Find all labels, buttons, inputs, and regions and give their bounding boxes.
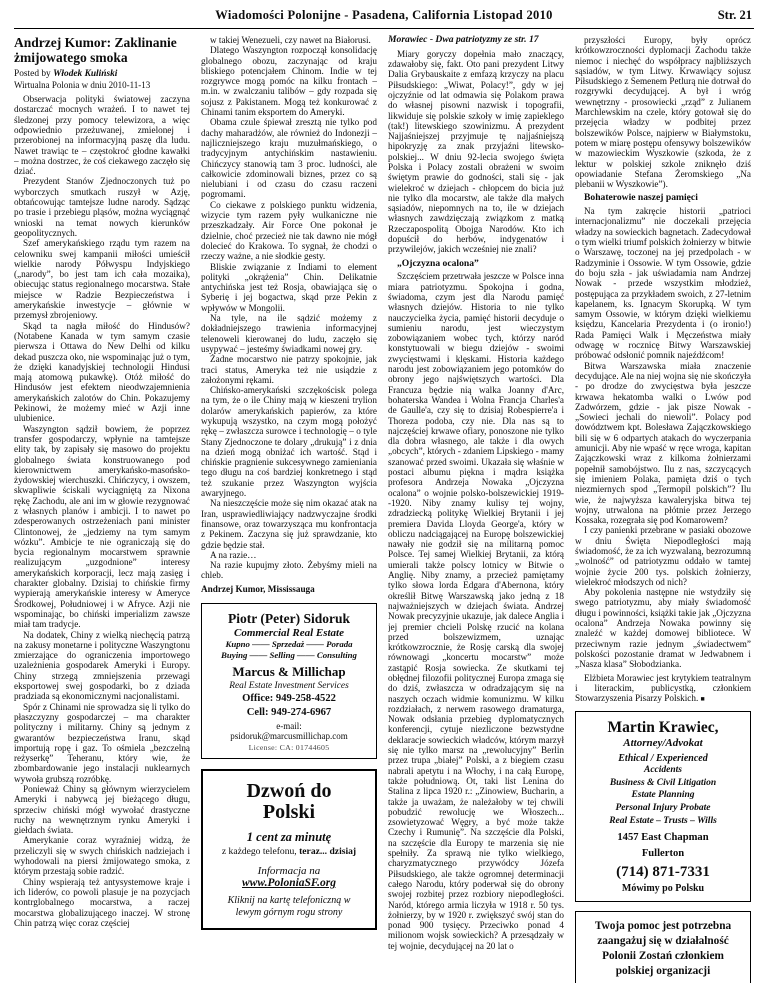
ad-dzwon-now: teraz... dzisiaj — [299, 845, 357, 857]
article-body-col3-intro — [388, 49, 564, 255]
posted-by-label: Posted by — [14, 68, 54, 79]
paragraph: Chiny wspierają też antysystemowe kraje i ich liderów, co powoli plasuje je na pozycjach kontrglobalnego mocarstwa, a raczej mocarstwa globalizującego inaczej. W stronę Chin patrzą więc coraz częściej — [14, 876, 190, 928]
ad-dzwon-click-note: Kliknij na kartę telefoniczną w lewym górnym rogu strony — [227, 894, 351, 919]
subhead-ojczyzna-ocalona: „Ojczyzna ocalona” — [397, 257, 479, 269]
paragraph: Dlatego Waszyngton rozpoczął konsolidację globalnego obozu, zaczynając od kraju bliskiego potencjałem Chinom. Indie w tej rozgrywce mogą pomóc na kilku frontach – m.in. w zwalczaniu talibów – gdy rozpada się sojusz z Pakistanem. Mogą też konkurować z Chinami tanim eksportem do Ameryki. — [201, 45, 377, 118]
ad-martin-krawiec — [575, 711, 751, 902]
paragraph: Bliskie związanie z Indiami to element polityki „okrążenia” Chin. Delikatnie antychińska jest też Rosja, obawiająca się o Syberię i jej bogactwa, skąd prze Pekin z wpływów w Mongolii. — [201, 261, 377, 313]
ad-dzwon-rate: 1 cent za minutę — [246, 829, 332, 844]
ad-dzwon-title-line2: Polski — [262, 800, 316, 823]
paragraph: Miary goryczy dopełnia mało znaczący, zdawałoby się, fakt. Oto pani prezydent Litwy Dalia Grybauskaite z emfazą krzyczy na placu Piłsudskiego: „Wiwat, Polacy!”, gdy w jej ojczyźnie od lat odmawia się Polakom prawa do własnej pisowni nazwisk i topografii, likwiduje się polskie szkoły w imię zapieklego (tak!) litewskiego szowinizmu. A prezydent Najjaśniejszej przyjmuje tę najjaśniejszą hipokryzję za znak przyjaźni litewsko-polskiej... W dniu 92-lecia swojego święta Polska i Polacy zostali obrażeni w swoim świętym prawie do godności, stali się - jak wielekroć w dziejach - chłopcem do bicia już nie tylko dla mocarstw, ale także dla małych sąsiadów, niepomnych na to, ile w dziejach własnych zawdzięczają związkom z matką Rzeczapospolitą Obojga Narodów. Kto ich dopuścił do herbów, indygenatów i przywilejów, jakich wcześniej nie znali? — [388, 48, 564, 255]
ad-krawiec-address-street: 1457 East Chapman — [617, 831, 709, 843]
subhead-bohaterowie: Bohaterowie naszej pamięci — [584, 192, 698, 204]
paragraph: Na tyle, na ile sądzić możemy z dokładniejszego trawienia informacyjnej telenoweli kierowanej do ludu, zaczęło się usypywać – jesteśmy świadkami nowej gry. — [201, 313, 377, 354]
paragraph: Bitwa Warszawska miała znaczenie decydujące. Ale na niej wojna się nie skończyła - po drodze do zwycięstwa była jeszcze krwawa hekatomba walki o Lwów pod Zadwórzem, gdzie - jak pisze Nowak - „Sowieci jechali do niewoli”. Polacy pod dowództwem kpt. Bolesława Zajączkowskiego bili się w 6 odpartych atakach do wyczerpania amunicji. Aby nie wpaść w ręce wroga, kapitan Zajączkowski wraz z kilkoma żołnierzami popełnił samobójstwo. Ilu z nas, szczycących się imieniem Polaka, pamięta dziś o tych niezmiernych spod „Termopil polskich”? Ilu wie, że najwyższa kawaleryjska bitwa tej wojny, utrwalona na płótnie przez Jerzego Kossaka, rozegrała się pod Komarowem? — [575, 360, 751, 526]
list-item: Accidents — [644, 764, 682, 775]
ad-krawiec-phone: (714) 871-7331 — [616, 863, 710, 880]
ad-sidoruk-buying-line: Buying —— Selling —— Consulting — [221, 650, 357, 661]
paragraph: przyszłości Europy, były oprócz krótkowzroczności dyplomacji Zachodu także niemoc i niechęć do współpracy najbliższych sąsiadów, w tym Litwy. Krwawiący sojusz Piłsudskiego z Semenem Petlurą nie dotrwał do rozgrywki decydującej. A był i wróg wewnętrzny - prosowiecki „rząd” z Julianem Marchlewskim na czele, który gotował się do przejęcia władzy w podbitej przez bolszewików Polsce, najpierw w Białymstoku, potem w miarę postępu ofensywy bolszewików w mazowieckim Wyszkowie (szkoda, że z lektur w polskiej szkole zniknęło dziś opowiadanie Stefana Żeromskiego „Na plebanii w Wyszkowie”). — [575, 35, 751, 190]
paragraph: w takiej Wenezueli, czy nawet na Białorusi. — [210, 35, 371, 45]
article-title: Andrzej Kumor: Zaklinanie żmijowatego smoka — [14, 35, 177, 66]
ad-sidoruk-email-label: e-mail: — [276, 720, 302, 731]
paragraph: Spór z Chinami nie sprowadza się li tylko do płaszczyzny gospodarczej – ma charakter polityczny i militarny. Chiny są jednym z gwarantów bezpieczeństwa Iranu, skąd importują ropę i gaz. To ośmiela „bezczelną reżyserkę” Teheranu, który wie, że zbombardowanie jego instalacji nuklearnych wywoła grubszą rozróbkę. — [14, 701, 190, 784]
ad-sidoruk-services: Real Estate Investment Services — [229, 680, 349, 691]
ad-sidoruk-office-phone: Office: 949-258-4522 — [242, 693, 336, 705]
paragraph: Skąd ta nagła miłość do Hindusów? (Notabene Kanada w tym samym czasie pierwsza i Ottawa do New Delhi od kilku dekad puszcza oko, nie wspominając już o tym, że dzięki kanadyjskiej technologii Hindusi mają atomową pukawkę). Otóż miłość do Hindusów jest efektem nieodwzajemnienia amerykańskich zalotów do Chin. Pokazujemy Pekinowi, że możemy mieć w Azji inne ulubienice. — [14, 320, 190, 424]
ad-sidoruk-email-link[interactable]: psidoruk@marcusmillichap.com — [230, 731, 348, 742]
author-name: Włodek Kuliński — [53, 68, 118, 79]
paragraph: Na razie kupujmy złoto. Żebyśmy mieli na chleb. — [201, 560, 377, 581]
ad-sidoruk-real-estate — [201, 603, 377, 759]
paragraph: Prezydent Stanów Zjednoczonych tuż po wyborczych smutkach ruszył w Azję, obtańcowując tamtejsze ludne narody. Sądząc po trasie i przebiegu pląsów, można wyciągnąć wnioski na temat nowych kierunków geopolitycznych. — [14, 176, 190, 238]
column-2 — [201, 35, 377, 983]
paragraph: Aby pokolenia następne nie wstydziły się swego patriotyzmu, aby miały świadomość długu i powinności, książki takie jak „Ojczyzna ocalona” Andrzeja Nowaka powinny się znaleźć w każdej domowej bibliotece. W przeciwnym razie jednym „świadectwem” polskości pozostanie dramat w Jedwabnem i „Nasza klasa” Słobodzianka. — [575, 587, 751, 670]
list-item: Real Estate – Trusts – Wills — [609, 816, 717, 827]
ad-dzwon-title — [208, 781, 370, 823]
paragraph: Żadne mocarstwo nie patrzy spokojnie, jak traci status, Ameryka też nie usiądzie z założonymi rękami. — [201, 354, 377, 385]
column-3 — [388, 35, 564, 983]
list-item: Personal Injury Probate — [615, 803, 711, 814]
ad-krawiec-polish-note: Mówimy po Polsku — [621, 883, 705, 895]
ad-polonia-appeal: Twoja pomoc jest potrzebna zaangażuj się w działalność Polonii Zostań członkiem polskiej organizacji — [575, 911, 751, 983]
ad-sidoruk-business-line: Commercial Real Estate — [234, 627, 344, 640]
paragraph: Na dodatek, Chiny z wielką niechęcią patrzą na zakusy monetarne i polityczne Waszyngtonu zmierzające do ograniczenia importowego uzależnienia gospodarek Ameryki i Europy. Chiny strzegą zmniejszenia przewagi eksportowej swej gospodarki, bo z dziada pradziada są ekonomicznymi nacjonalistami. — [14, 629, 190, 702]
ad-krawiec-tagline: Ethical / Experienced — [618, 752, 708, 764]
ad-dzwon-from-line — [208, 847, 370, 858]
article-body-col3 — [388, 271, 564, 951]
ad-krawiec-practice-areas — [580, 764, 746, 828]
paragraph: Obama czule śpiewał zresztą nie tylko pod dachy maharadżów, ale również do Indonezji – najliczniejszego kraju muzułmańskiego, o tradycyjnym antychińskim nastawieniu. Chińczycy stanowią tam 3 proc. ludności, ale całkowicie zdominowali biznes, przez co są nielubiani i od czasu do czasu raczeni pogromami. — [201, 117, 377, 200]
ad-dzwon-website-link[interactable]: www.PoloniaSF.org — [242, 876, 336, 889]
paragraph: Szef amerykańskiego rządu tym razem na celowniku swej kampanii miłości umieścił wielkie narody Półwyspu Indyjskiego („narody”, bo jest tam ich cała mozaika), obiecując status regionalnego mocarstwa. Stałe miejsce w Radzie Bezpieczeństwa i amerykańskie inwestycje – głównie w przemysł zbrojeniowy. — [14, 238, 190, 321]
paragraph: Szczęściem przetrwała jeszcze w Polsce inna miara patriotyzmu. Spokojna i godna, świadoma, czym jest dla Narodu pamięć własnych dziejów. Historia to nie tylko nauczycielka życia, pamięć historii decyduje o sumieniu narodu, jest wieczystym zobowiązaniem wobec tych, którzy naród konstytuowali w biegu dziejów - swoimi zwycięstwami i klęskami. Historia każdego narodu jest zobowiązaniem jego potomków do obrony jego najświętszych wartości. Dla Francuza będzie nią walka Joanny d'Arc, bohaterska Wandea i Wolna Francja Charles'a de Gaulle'a, czy się to dzisiaj Robespierre'a i Thoreza podoba, czy nie. Dla nas są to najczęściej krwawe ofiary, ponoszone nie tylko dla dobra własnego, ale także i dla owych „obcych”, których - zdaniem Lipskiego - mamy szanować przed swoimi. Ukazała się właśnie w postaci albumu piękna i mądra książka profesora Andrzeja Nowaka „Ojczyzna ocalona” o wojnie polsko-bolszewickiej 1919--1920. Niby znamy kulisy tej wojny, zdradziecką politykę Wielkiej Brytanii i jej premiera Davida Lloyda George'a, który w obliczu nadciągającej na Europę bolszewickiej nawały nie godził się na militarną pomoc Polsce. Tej samej Wielkiej Brytanii, za którą umierali także polscy lotnicy w Bitwie o Anglię. Niby znamy, a przecież pamiętamy tylko słowa lorda Edgara d'Abernona, który określił Bitwę Warszawską jako jedną z 18 najważniejszych w dziejach świata. Andrzej Nowak precyzyjnie ukazuje, jak dalece Anglia i jej premier chcieli Polskę rzucić na kolana przed bolszewizmem, uznając krótkowzrocznie, że Rosję carską dla swojej równowagi „koncertu mocarstw” może zastąpić Rosja sowiecka. Ze skutkami tej obłędnej filozofii politycznej Europa zmaga się do dziś, zwłaszcza w odradzającym się na naszych oczach widmie komunizmu. W kilku rozdziałach, z nerwem rasowego dramaturga, Nowak odsłania przebieg dyplomatycznych konferencji, cytuje niezliczone bezwstydne deklaracje sowieckich władców, którym marzył się nie tylko marsz na „rewolucyjny” Berlin przez trupa „białej” Polski, a z biegiem czasu nabrali apetytu i na Włochy, i na całą Europę, także południową. Ot, taki list Lenina do Stalina z lipca 1920 r.: „Zinowiew, Bucharin, a także ja uważam, że należałoby w tej chwili pobudzić rewolucję we Włoszech... zsowietyzować Węgry, a być może także Czechy i Rumunię”. Na szczęście dla Polski, na szczęście dla Europy te marzenia się nie spełniły. Za sprawą nie tylko wielkiego, charyzmatycznego przywódcy Józefa Piłsudskiego, ale także ogromnej determinacji całego Narodu, który poderwał się do obrony swojej rozbitej przez rozbiory niepodległości. Naród, którego armia liczyła w 1918 r. 50 tys. żołnierzy, by w 1920 r. zwiększyć swój stan do ponad 900 tysięcy. Przeciwko ponad 4 milionom wojsk sowieckich? A przesądzały w tej wojnie, decydującej na 20 lat o — [388, 271, 564, 951]
paragraph: Waszyngton sądził bowiem, że poprzez transfer gospodarczy, wpłynie na tamtejsze elity tak, by zapisały się masowo do projektu globalnego świata konstruowanego pod kierownictwem amerykańsko-masońsko-żydowskiej wierchuszki. Chińczycy, i owszem, skwapliwie ściskali wyciągniętą za Nixona rękę Zachodu, ale ani im w głowie rezygnować z własnych planów i ambicji. I to nawet po zdesperowanych ostrzeżeniach pani minister Clintonowej, że „jedziemy na tym samym wózku”. Ambicje te nie ograniczają się do bycia regionalnym mocarstwem sprawnie realizującym „uzgodnione” interesy amerykańskich korporacji, lecz mają zasięg i charakter globalny. Dzisiaj to chińskie firmy wypierają amerykańskie interesy w Ameryce Środkowej, Południowej i w Afryce. Azji nie wspominając, bo chiński imperializm zawsze miał tam tradycje. — [14, 423, 190, 630]
paragraph: Obserwacja polityki światowej zaczyna dostarczać mocnych wrażeń. I to nawet tej śledzonej przy pomocy telewizora, a więc odpowiednio przeżuwanej, zmielonej i przerobionej na informacyjną paszę dla ludu. Nawet trawiąc te – częstokroć głodne kawałki – można dostrzec, że coś ciekawego zaczęło się dziać. — [14, 94, 190, 177]
ad-krawiec-address-city: Fullerton — [641, 847, 685, 859]
columns-container — [0, 29, 768, 983]
article-body-col4-top — [575, 35, 751, 189]
author-bio-text: Elżbieta Morawiec jest krytykiem teatralnym i literackim, publicystką, członkiem Stowarzyszenia Pisarzy Polskich. — [575, 672, 751, 704]
list-item: Estate Planning — [631, 790, 695, 801]
ad-sidoruk-kupno-line: Kupno —— Sprzedaż —— Porada — [225, 639, 353, 650]
masthead-title: Wiadomości Polonijne - Pasadena, California Listopad 2010 — [215, 8, 553, 22]
source-line: Wirtualna Polonia w dniu 2010-11-13 — [14, 80, 151, 91]
ad-sidoruk-license: License: CA: 01744605 — [248, 743, 330, 753]
article-signature: Andrzej Kumor, Mississauga — [201, 583, 315, 594]
article-body-col4 — [575, 206, 751, 669]
ad-sidoruk-name: Piotr (Peter) Sidoruk — [228, 611, 350, 627]
column-4 — [575, 35, 751, 983]
article-body-col2 — [201, 35, 377, 581]
ad-dzwon-title-line1: Dzwoń do — [246, 779, 332, 802]
list-item: Business & Civil Litigation — [609, 777, 717, 788]
paragraph: Amerykanie coraz wyraźniej widzą, że przeliczyli się w swych chińskich nadziejach i wyhodowali na piersi żmijowatego smoka, z którym przestają sobie radzić. — [14, 835, 190, 877]
byline — [14, 69, 190, 80]
continuation-header: Morawiec - Dwa patriotyzmy ze str. 17 — [388, 35, 539, 45]
paragraph: Na tym zakręcie historii „patrioci internacjonalizmu” nie doczekali przejęcia władzy na sowieckich bagnetach. Zadecydował o tym wielki triumf polskich żołnierzy w bitwie o Warszawę, toczonej na jej przedpolach - w Radzyminie i Ossowie. W tym Ossowie, gdzie do boju szła - jak uświadamia nam Andrzej Nowak - przede wszystkim młodzież, postępująca za przykładem swoich, z 27-letnim kapelanem, ks. Ignacym Skorupką. W tym samym Ossowie, w którym dzięki wielkiemu księdzu, Kancelaria Prezydenta i (o ironio!) Rada Pamięci Walk i Męczeństwa miały odwagę w rocznicę Bitwy Warszawskiej próbować odsłonić pomnik najeźdźcom! — [575, 206, 751, 361]
article-body-col1 — [14, 94, 190, 928]
paragraph: A na razie… — [210, 549, 257, 560]
page-number: Str. 21 — [717, 8, 752, 22]
end-of-article-marker: ■ — [700, 695, 705, 704]
paragraph: I czy panienki przebrane w pasiaki obozowe w dniu Święta Niepodległości mają świadomość, że za ich wyzwalaną, bezrozumną „wolność” od patriotyzmu oddało w tamtej wojnie życie 200 tys. polskich żołnierzy, wielekroć młodszych od nich? — [575, 525, 751, 587]
paragraph: Chińsko-amerykański szczękościsk polega na tym, że o ile Chiny mają w kieszeni trylion dolarów amerykańskich papierów, za które wykupują wszystko, na czym mogą położyć rękę – zwłaszcza surowce i technologię – o tyle Stany Zjednoczone te dolary „drukują” i z dnia na dzień mogą obniżać ich wartość. Stąd i chińskie pragnienie sukcesywnego zamieniania tego długu na coś bardziej konkretnego i stąd też szukanie przez Waszyngton wyjścia awaryjnego. — [201, 385, 377, 499]
ad-dzwon-do-polski — [201, 769, 377, 930]
ad-dzwon-from: z każdego telefonu, — [221, 845, 300, 857]
page-header — [0, 0, 768, 24]
ad-sidoruk-cell-phone: Cell: 949-274-6967 — [246, 707, 332, 719]
ad-krawiec-title: Attorney/Advokat — [623, 737, 703, 750]
ad-krawiec-name: Martin Krawiec, — [607, 718, 719, 736]
ad-sidoruk-company: Marcus & Millichap — [232, 664, 346, 680]
paragraph: Co ciekawe z polskiego punktu widzenia, wizycie tym razem pyły wulkaniczne nie przeszkadzały. Air Force One pokonał je dzielnie, choć przecież nie tak dawno nie mógł dolecieć do Krakowa. To sygnał, że chodzi o rzeczy ważne, a nie słodkie gesty. — [201, 199, 377, 262]
author-bio — [575, 673, 751, 704]
ad-dzwon-info-label: Informacja na — [257, 864, 321, 877]
paragraph: Na nieszczęście może się nim okazać atak na Iran, usprawiedliwiający nadzwyczajne środki finansowe, oraz towarzysząca mu konfrontacja z Pekinem. Zaczyna się już sprawdzanie, kto gdzie będzie stał. — [201, 498, 377, 550]
column-1 — [14, 35, 190, 983]
paragraph: Ponieważ Chiny są głównym wierzycielem Ameryki i nabywcą jej bieżącego długu, sprzeciw chiński mógł wywołać drastyczne ruchy na wewnętrznym rynku Ameryki i giełdach świata. — [14, 784, 190, 836]
